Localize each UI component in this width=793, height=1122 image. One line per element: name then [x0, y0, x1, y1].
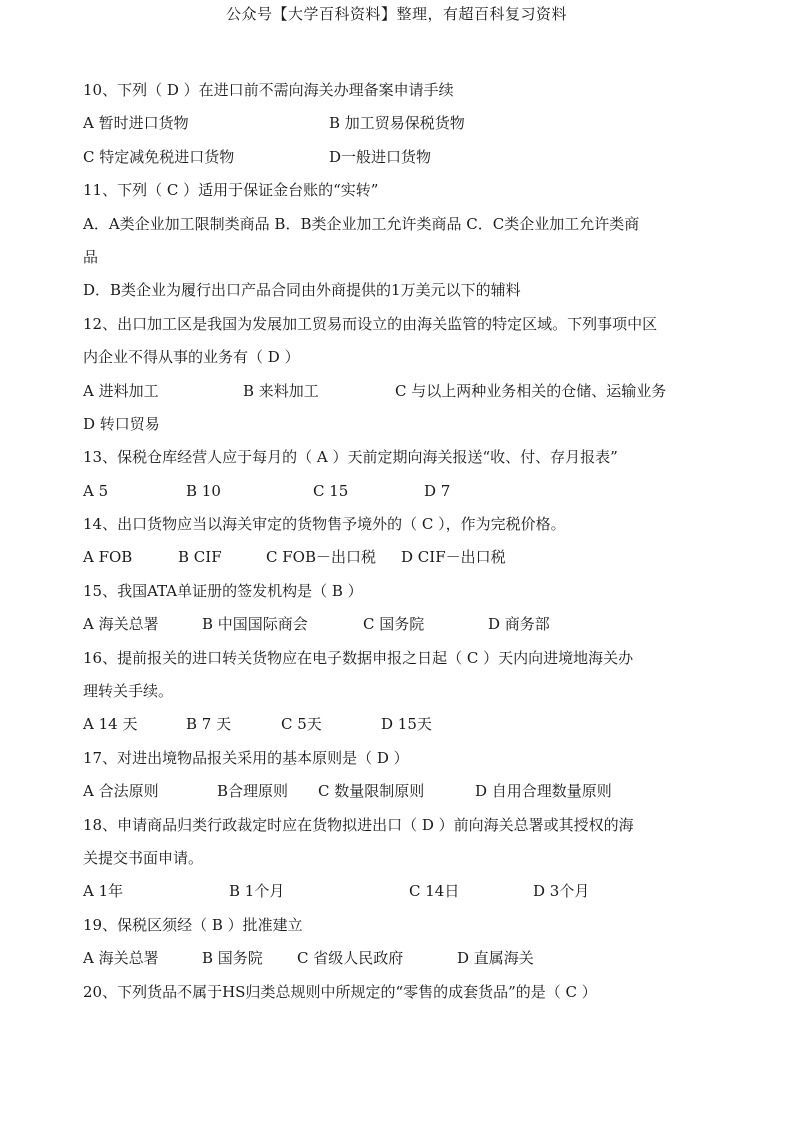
answer-option: A 海关总署 — [83, 949, 159, 968]
answer-option: C 特定减免税进口货物 — [83, 147, 235, 166]
text-line — [83, 813, 703, 846]
text-line — [83, 913, 703, 946]
answer-option: C 15 — [313, 481, 349, 500]
answer-option: A FOB — [83, 548, 133, 567]
text-line — [83, 846, 703, 879]
text-line — [83, 779, 703, 812]
answer-option: A 1年 — [83, 882, 124, 901]
text-line — [83, 646, 703, 679]
line-text: 10、下列（ D ）在进口前不需向海关办理备案申请手续 — [83, 81, 454, 99]
line-text: D 转口贸易 — [83, 414, 160, 433]
text-line — [83, 746, 703, 779]
line-text: 内企业不得从事的业务有（ D ） — [83, 348, 300, 367]
answer-option: D 直属海关 — [457, 949, 534, 968]
answer-option: C 与以上两种业务相关的仓储、运输业务 — [395, 381, 667, 400]
text-line — [83, 545, 703, 578]
answer-option: B 中国国际商会 — [202, 615, 308, 634]
text-line — [83, 579, 703, 612]
answer-option: B 加工贸易保税货物 — [329, 114, 465, 133]
text-line — [83, 479, 703, 512]
text-line — [83, 879, 703, 912]
answer-option: A 合法原则 — [83, 782, 159, 801]
answer-option: C 5天 — [281, 715, 322, 734]
line-text: A．A类企业加工限制类商品 B．B类企业加工允许类商品 C．C类企业加工允许类商 — [83, 214, 640, 233]
answer-option: A 5 — [83, 481, 109, 500]
text-line — [83, 78, 703, 111]
text-line — [83, 379, 703, 412]
answer-option: B合理原则 — [217, 782, 289, 801]
line-text: 理转关手续。 — [83, 682, 174, 701]
text-line — [83, 412, 703, 445]
answer-option: C 省级人民政府 — [297, 949, 404, 968]
answer-option: B 7 天 — [186, 715, 232, 734]
answer-option: C 14日 — [409, 882, 460, 901]
text-line — [83, 946, 703, 979]
answer-option: C 数量限制原则 — [318, 782, 425, 801]
answer-option: B 1个月 — [229, 882, 285, 901]
answer-option: B 国务院 — [202, 949, 263, 968]
line-text: 11、下列（ C ）适用于保证金台账的“实转” — [83, 181, 379, 200]
answer-option: A 海关总署 — [83, 615, 159, 634]
line-text: 关提交书面申请。 — [83, 848, 204, 867]
text-line — [83, 212, 703, 245]
line-text: D．B类企业为履行出口产品合同由外商提供的1万美元以下的辅料 — [83, 281, 521, 300]
line-text: 15、我国ATA单证册的签发机构是（ B ） — [83, 581, 363, 600]
line-text: 14、出口货物应当以海关审定的货物售予境外的（ C ），作为完税价格。 — [83, 515, 566, 534]
answer-option: A 14 天 — [83, 715, 138, 734]
answer-option: C 国务院 — [363, 615, 425, 634]
text-line — [83, 345, 703, 378]
line-text: 17、对进出境物品报关采用的基本原则是（ D ） — [83, 748, 409, 767]
text-line — [83, 980, 703, 1013]
line-text: 16、提前报关的进口转关货物应在电子数据申报之日起（ C ）天内向进境地海关办 — [83, 648, 634, 667]
text-line — [83, 312, 703, 345]
answer-option: D 商务部 — [488, 615, 550, 634]
answer-option: D 7 — [424, 481, 451, 500]
line-text: 18、申请商品归类行政裁定时应在货物拟进出口（ D ）前向海关总署或其授权的海 — [83, 815, 634, 834]
text-line — [83, 679, 703, 712]
text-line — [83, 111, 703, 144]
question-list — [83, 78, 703, 1013]
line-text: 20、下列货品不属于HS归类总规则中所规定的“零售的成套货品”的是（ C ） — [83, 982, 597, 1001]
text-line — [83, 145, 703, 178]
line-text: 12、出口加工区是我国为发展加工贸易而设立的由海关监管的特定区域。下列事项中区 — [83, 314, 658, 333]
answer-option: A 暂时进口货物 — [83, 114, 189, 133]
text-line — [83, 712, 703, 745]
text-line — [83, 245, 703, 278]
answer-option: D一般进口货物 — [329, 147, 432, 166]
answer-option: A 进料加工 — [83, 381, 159, 400]
line-text: 13、保税仓库经营人应于每月的（ A ）天前定期向海关报送“收、付、存月报表” — [83, 448, 618, 467]
answer-option: D 3个月 — [533, 882, 590, 901]
answer-option: D 自用合理数量原则 — [475, 782, 612, 801]
answer-option: B 来料加工 — [243, 381, 319, 400]
line-text: 品 — [83, 247, 99, 266]
answer-option: C FOB－出口税 — [266, 548, 376, 567]
text-line — [83, 612, 703, 645]
text-line — [83, 445, 703, 478]
answer-option: D CIF－出口税 — [401, 548, 506, 567]
text-line — [83, 278, 703, 311]
page-header: 公众号【大学百科资料】整理，有超百科复习资料 — [225, 5, 567, 23]
answer-option: B CIF — [178, 548, 222, 567]
text-line — [83, 512, 703, 545]
answer-option: B 10 — [186, 481, 221, 500]
text-line — [83, 178, 703, 211]
answer-option: D 15天 — [381, 715, 432, 734]
line-text: 19、保税区须经（ B ）批准建立 — [83, 915, 303, 934]
